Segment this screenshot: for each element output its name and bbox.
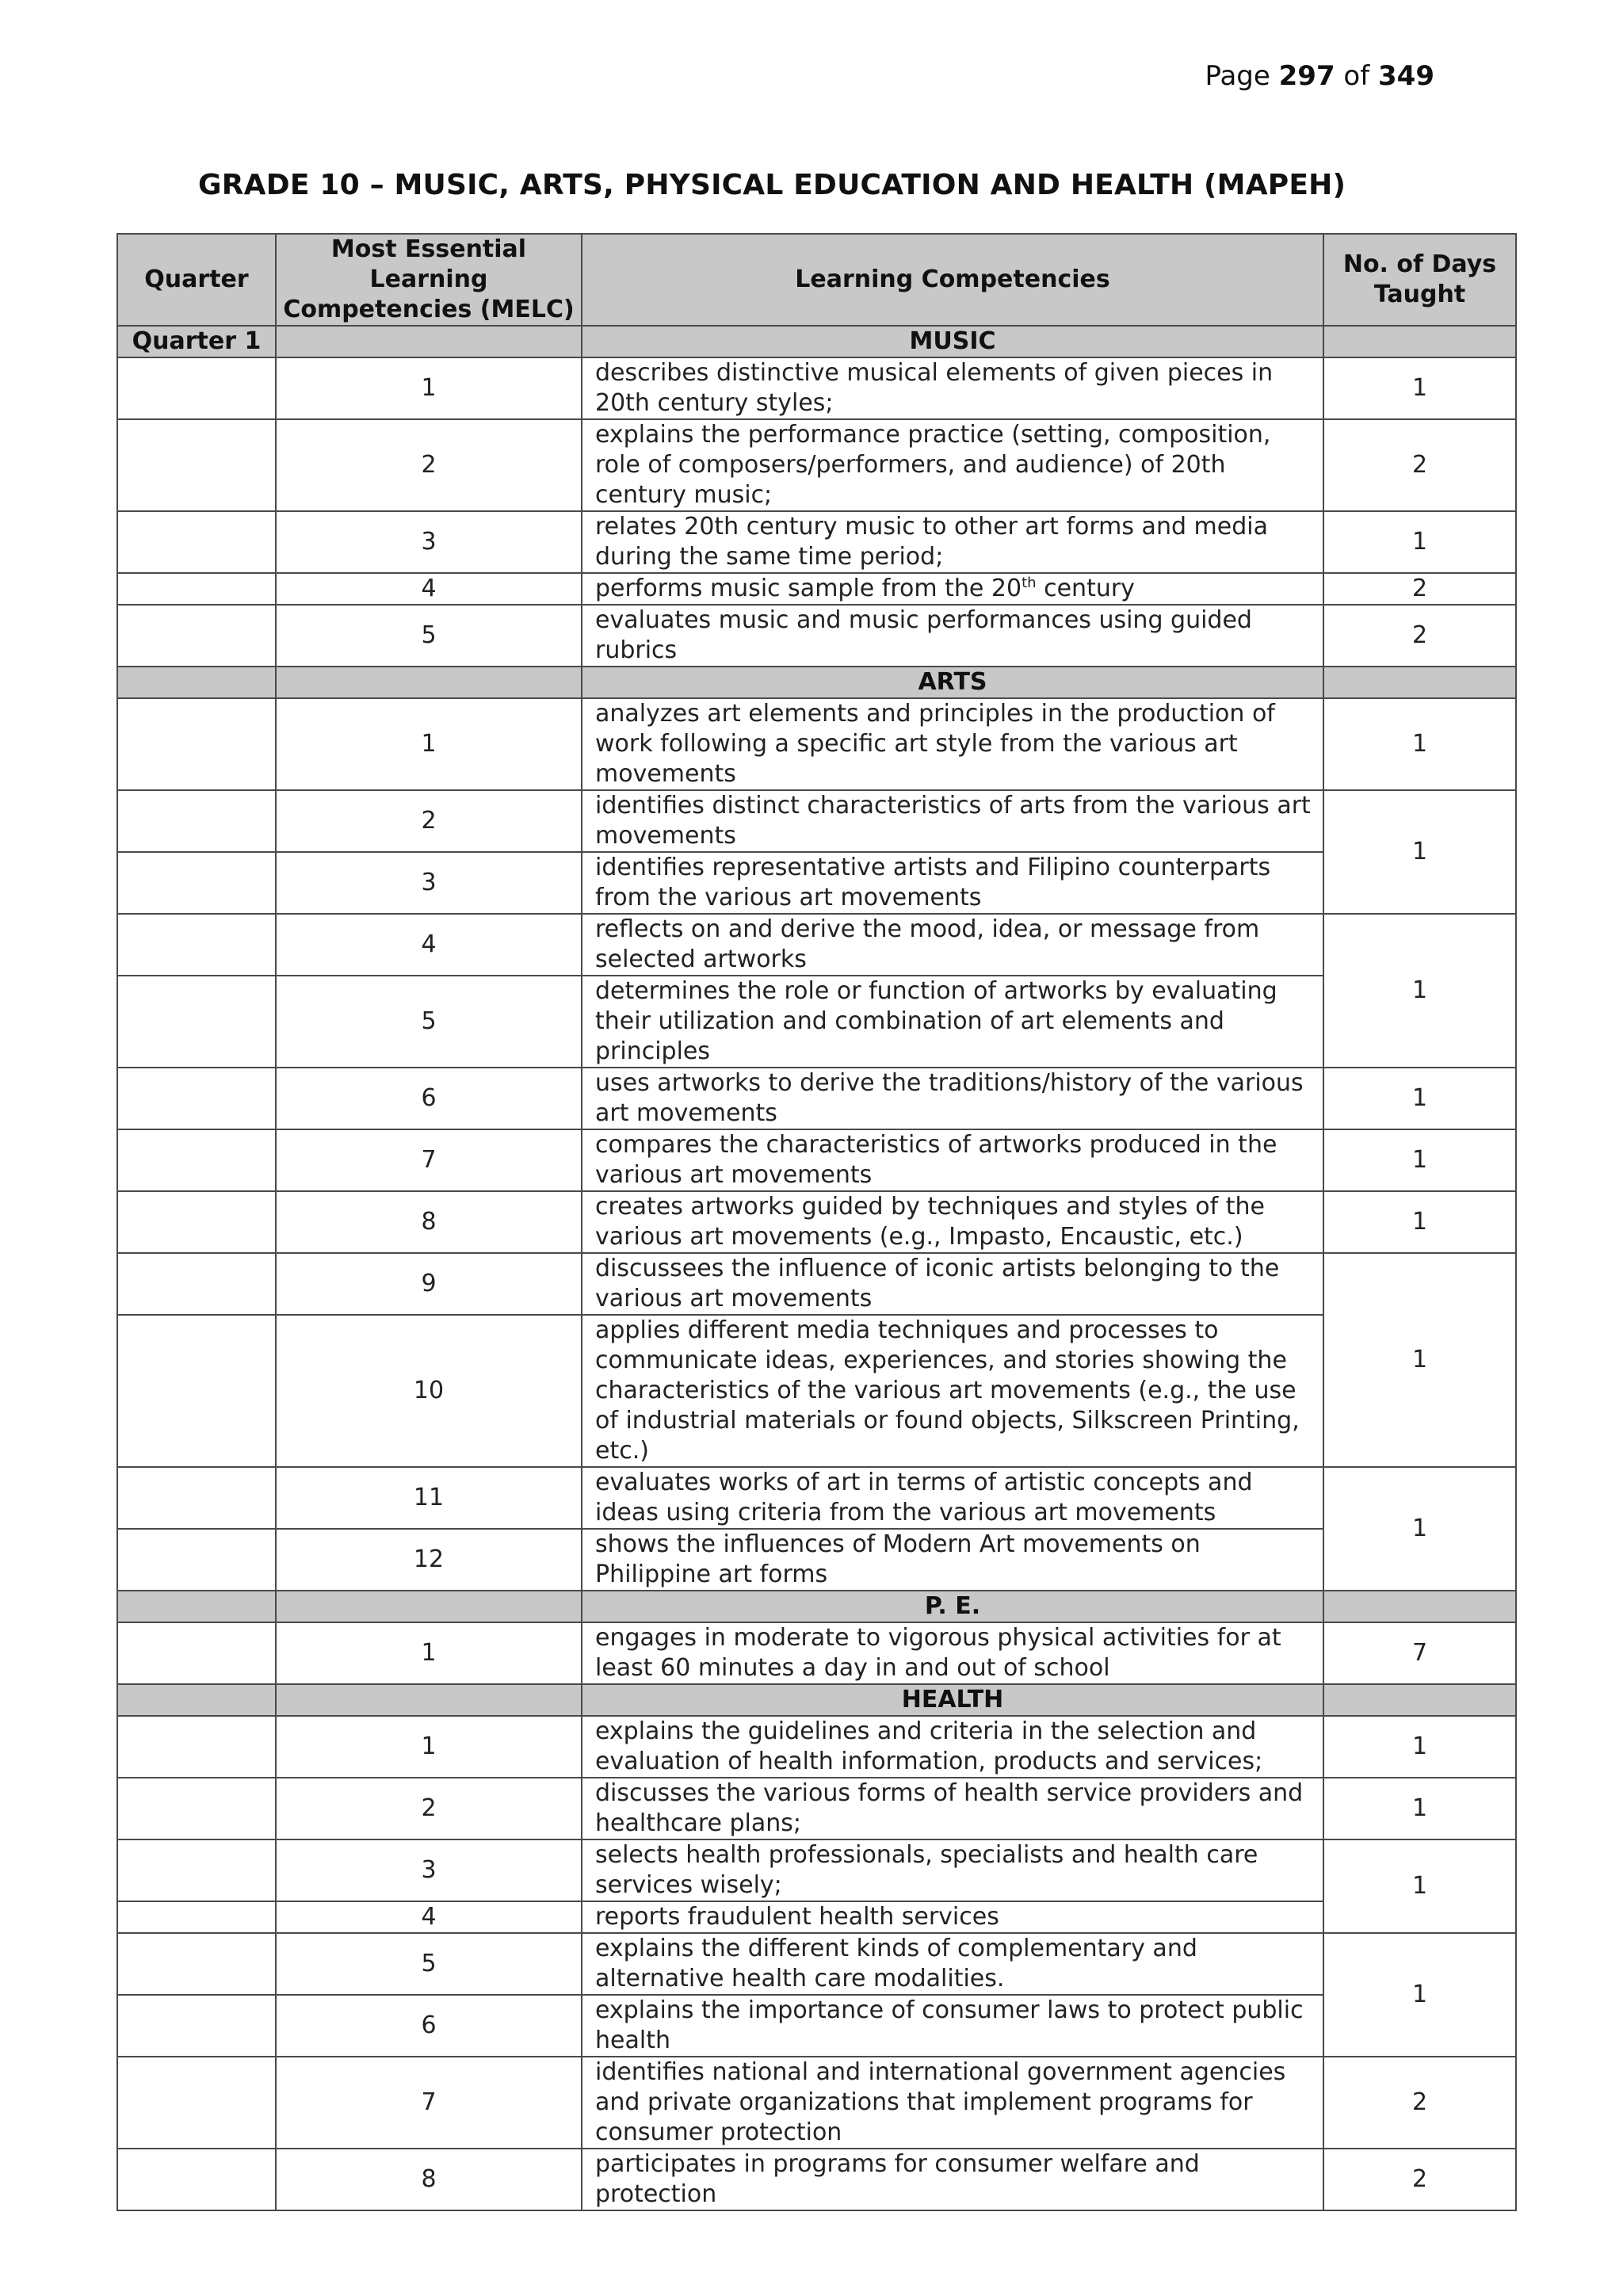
days-taught: 1	[1323, 1191, 1516, 1253]
table-row	[117, 1933, 1516, 1995]
document-title: GRADE 10 – MUSIC, ARTS, PHYSICAL EDUCATION AND HEALTH (MAPEH)	[198, 169, 1346, 201]
table-row	[117, 1839, 1516, 1901]
melc-number: 9	[276, 1253, 582, 1315]
competency-text: discusses the various forms of health service providers and healthcare plans;	[582, 1778, 1323, 1839]
competency-text: selects health professionals, specialists and health care services wisely;	[582, 1839, 1323, 1901]
competency-text: determines the role or function of artworks by evaluating their utilization and combination of art elements and principles	[582, 976, 1323, 1068]
table-row	[117, 790, 1516, 852]
table-row	[117, 1315, 1516, 1467]
table-row	[117, 1253, 1516, 1315]
days-taught: 1	[1323, 1778, 1516, 1839]
competency-text: creates artworks guided by techniques and styles of the various art movements (e.g., Impasto, Encaustic, etc.)	[582, 1191, 1323, 1253]
header-competencies: Learning Competencies	[582, 234, 1323, 326]
days-taught: 1	[1323, 1716, 1516, 1778]
table-row	[117, 1622, 1516, 1684]
melc-number: 10	[276, 1315, 582, 1467]
table-row	[117, 1995, 1516, 2057]
melc-number: 8	[276, 2149, 582, 2210]
table-row	[117, 914, 1516, 976]
section-row-health	[117, 1684, 1516, 1716]
table-row	[117, 698, 1516, 790]
competency-text: explains the different kinds of complementary and alternative health care modalities.	[582, 1933, 1323, 1995]
melc-number: 1	[276, 1622, 582, 1684]
table-row	[117, 1467, 1516, 1529]
competency-text: identifies distinct characteristics of arts from the various art movements	[582, 790, 1323, 852]
section-row-music	[117, 326, 1516, 357]
section-heading-pe: P. E.	[582, 1591, 1323, 1622]
competency-text: uses artworks to derive the traditions/history of the various art movements	[582, 1068, 1323, 1129]
days-taught: 1	[1323, 357, 1516, 419]
days-taught: 2	[1323, 2149, 1516, 2210]
days-taught: 2	[1323, 419, 1516, 511]
competency-text: discussees the influence of iconic artists belonging to the various art movements	[582, 1253, 1323, 1315]
section-heading-music: MUSIC	[582, 326, 1323, 357]
melc-number: 1	[276, 1716, 582, 1778]
page-number: Page 297 of 349	[1205, 60, 1434, 92]
section-heading-arts: ARTS	[582, 667, 1323, 698]
competency-text: identifies national and international government agencies and private organizations that implement programs for consumer protection	[582, 2057, 1323, 2149]
table-row	[117, 605, 1516, 667]
melc-number: 2	[276, 419, 582, 511]
days-taught: 2	[1323, 573, 1516, 605]
competency-text: identifies representative artists and Filipino counterparts from the various art movements	[582, 852, 1323, 914]
melc-number: 2	[276, 790, 582, 852]
competency-text: explains the importance of consumer laws to protect public health	[582, 1995, 1323, 2057]
melc-number: 5	[276, 976, 582, 1068]
melc-number: 7	[276, 1129, 582, 1191]
section-heading-health: HEALTH	[582, 1684, 1323, 1716]
table-header-row	[117, 234, 1516, 326]
melc-number: 3	[276, 511, 582, 573]
table-row	[117, 1068, 1516, 1129]
competency-text: analyzes art elements and principles in the production of work following a specific art style from the various art movements	[582, 698, 1323, 790]
melc-number: 11	[276, 1467, 582, 1529]
days-taught: 1	[1323, 511, 1516, 573]
melc-number: 4	[276, 1901, 582, 1933]
section-row-pe	[117, 1591, 1516, 1622]
days-taught: 2	[1323, 605, 1516, 667]
table-row	[117, 976, 1516, 1068]
days-taught: 2	[1323, 2057, 1516, 2149]
competency-text: evaluates music and music performances using guided rubrics	[582, 605, 1323, 667]
header-quarter: Quarter	[117, 234, 276, 326]
competency-text: shows the influences of Modern Art movements on Philippine art forms	[582, 1529, 1323, 1591]
melc-number: 2	[276, 1778, 582, 1839]
melc-number: 5	[276, 1933, 582, 1995]
days-taught: 1	[1323, 1839, 1516, 1933]
melc-number: 6	[276, 1068, 582, 1129]
table-row	[117, 2057, 1516, 2149]
table-row	[117, 1778, 1516, 1839]
competency-text: reflects on and derive the mood, idea, or message from selected artworks	[582, 914, 1323, 976]
table-row	[117, 573, 1516, 605]
melc-number: 12	[276, 1529, 582, 1591]
days-taught: 1	[1323, 1933, 1516, 2057]
section-row-arts	[117, 667, 1516, 698]
competency-text: describes distinctive musical elements of given pieces in 20th century styles;	[582, 357, 1323, 419]
days-taught: 1	[1323, 1129, 1516, 1191]
header-days: No. of Days Taught	[1323, 234, 1516, 326]
days-taught: 1	[1323, 1467, 1516, 1591]
competency-text: explains the performance practice (setting, composition, role of composers/performers, and audience) of 20th century music;	[582, 419, 1323, 511]
table-row	[117, 357, 1516, 419]
competency-text: compares the characteristics of artworks produced in the various art movements	[582, 1129, 1323, 1191]
table-row	[117, 511, 1516, 573]
table-row	[117, 1191, 1516, 1253]
competency-text: engages in moderate to vigorous physical activities for at least 60 minutes a day in and out of school	[582, 1622, 1323, 1684]
quarter-label: Quarter 1	[117, 326, 276, 357]
days-taught: 1	[1323, 698, 1516, 790]
melc-number: 1	[276, 698, 582, 790]
days-taught: 1	[1323, 1253, 1516, 1467]
competency-text: relates 20th century music to other art forms and media during the same time period;	[582, 511, 1323, 573]
days-taught: 1	[1323, 790, 1516, 914]
table-row	[117, 1716, 1516, 1778]
melc-number: 3	[276, 852, 582, 914]
table-row	[117, 1129, 1516, 1191]
melc-number: 4	[276, 914, 582, 976]
melc-number: 1	[276, 357, 582, 419]
competency-text: applies different media techniques and processes to communicate ideas, experiences, and stories showing the characteristics of the various art movements (e.g., the use of industrial materials or found objects, Silkscreen Printing, etc.)	[582, 1315, 1323, 1467]
table-row	[117, 1901, 1516, 1933]
melc-number: 8	[276, 1191, 582, 1253]
melc-number: 4	[276, 573, 582, 605]
competency-text: explains the guidelines and criteria in the selection and evaluation of health information, products and services;	[582, 1716, 1323, 1778]
table-row	[117, 1529, 1516, 1591]
competencies-table	[116, 233, 1517, 2211]
table-row	[117, 419, 1516, 511]
competency-text: participates in programs for consumer welfare and protection	[582, 2149, 1323, 2210]
days-taught: 1	[1323, 914, 1516, 1068]
melc-number: 5	[276, 605, 582, 667]
days-taught: 1	[1323, 1068, 1516, 1129]
melc-number: 7	[276, 2057, 582, 2149]
competency-text: performs music sample from the 20th century	[582, 573, 1323, 605]
competency-text: reports fraudulent health services	[582, 1901, 1323, 1933]
header-melc: Most Essential Learning Competencies (MELC)	[276, 234, 582, 326]
competency-text: evaluates works of art in terms of artistic concepts and ideas using criteria from the various art movements	[582, 1467, 1323, 1529]
days-taught: 7	[1323, 1622, 1516, 1684]
table-row	[117, 852, 1516, 914]
table-row	[117, 2149, 1516, 2210]
melc-number: 6	[276, 1995, 582, 2057]
melc-number: 3	[276, 1839, 582, 1901]
